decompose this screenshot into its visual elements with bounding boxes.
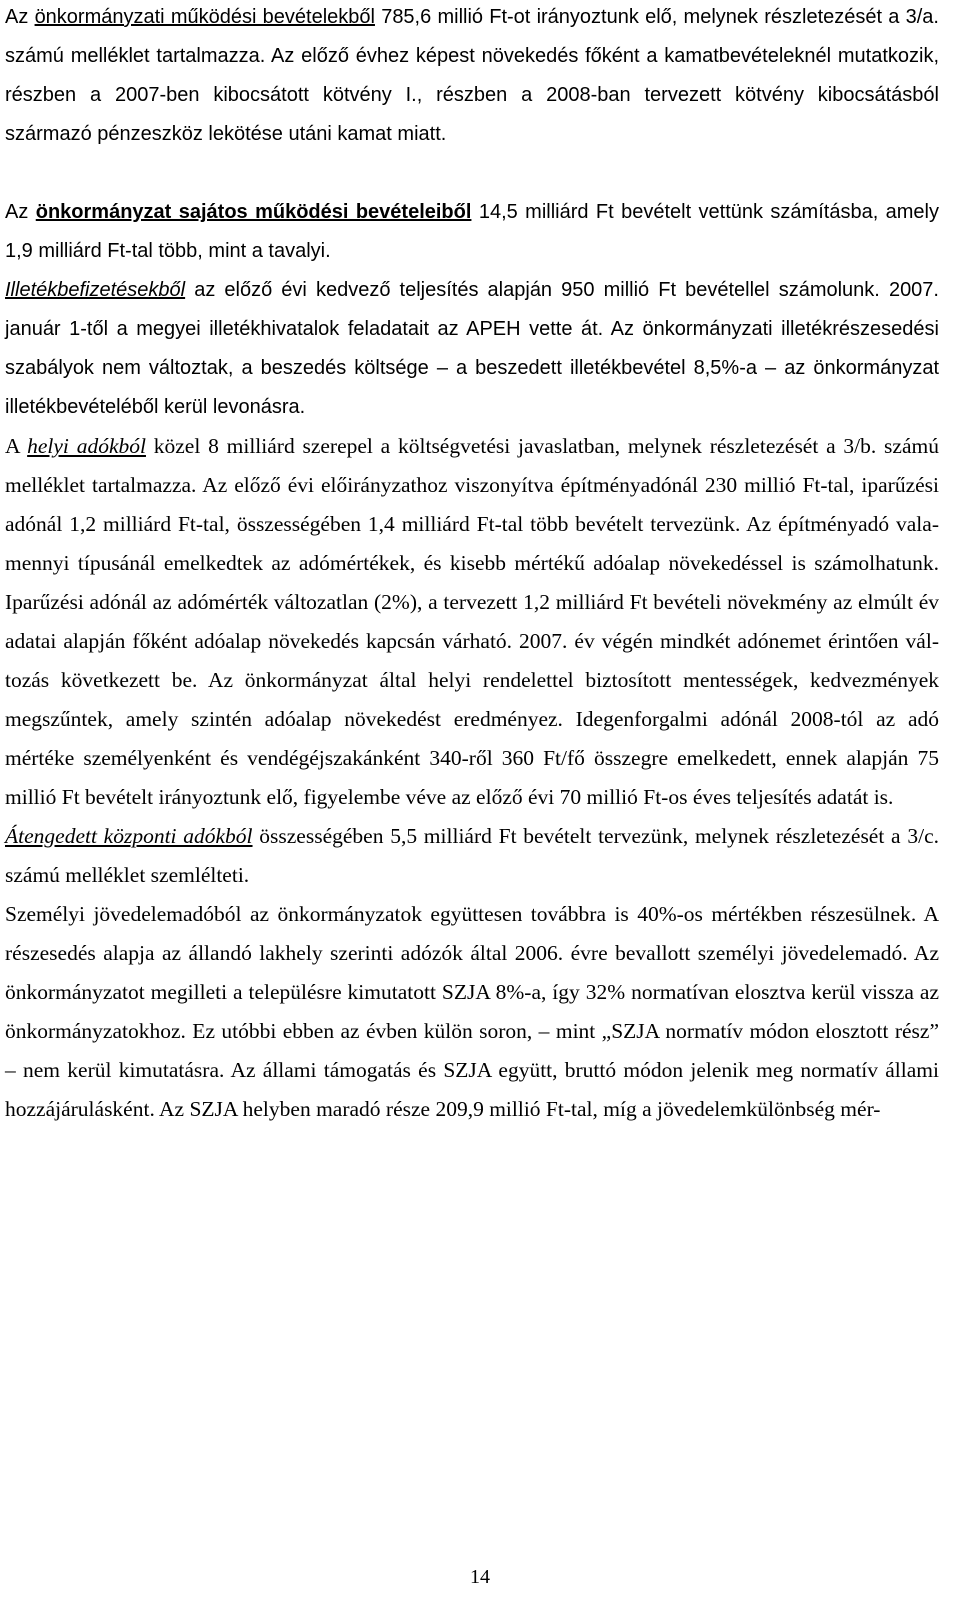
paragraph-duty-payments — [5, 271, 939, 427]
paragraph-gap — [5, 154, 939, 193]
paragraph-operating-revenue — [5, 0, 939, 154]
text-run: Az — [5, 201, 36, 223]
text-run: 785,6 millió Ft-ot irányoztunk elő, melynek részletezését a 3/a. számú melléklet tartalmazza. Az előző évhez képest növekedés főként a kamatbevételeknél mutatkozik, részben a 2007-ben kibocsátott kötvény I., részben a 2008-ban tervezett kötvény kibocsátásból származó pénzeszköz lekötése utáni kamat miatt. — [5, 6, 939, 145]
paragraph-transferred-central-taxes — [5, 817, 939, 895]
text-run: Az — [5, 6, 35, 28]
text-run: A — [5, 434, 28, 458]
term-transferred-central-taxes: Átengedett központi adókból — [5, 824, 253, 848]
paragraph-personal-income-tax — [5, 895, 939, 1129]
page-number: 14 — [470, 1566, 490, 1588]
text-run: az előző évi kedvező teljesítés alapján 950 millió Ft bevétellel számolunk. 2007. január 1-től a megyei illetékhivatalok feladatait az APEH vette át. Az önkormányzati illetékrészesedési szabályok nem változtak, a beszedés költsége – a beszedett illetékbevétel 8,5%-a – az önkormányzat illetékbevételéből kerül levonásra. — [5, 279, 939, 418]
term-specific-operating-revenue: önkormányzat sajátos működési bevételeiből — [35, 201, 472, 223]
text-run: 14,5 milliárd Ft bevételt vettünk számításba, amely 1,9 milliárd Ft-tal több, mint a tavalyi. — [5, 201, 940, 262]
term-duty-payments: Illetékbefizetésekből — [5, 279, 186, 301]
term-local-taxes: helyi adókból — [27, 434, 146, 458]
term-operating-revenue: önkormányzati működési bevételekből — [34, 6, 375, 28]
text-run: közel 8 milliárd szerepel a költségvetési javaslatban, melynek részletezését a 3/b. számú melléklet tartalmazza. Az előző évi előirányzathoz viszonyítva építményadónál 230 millió Ft-tal, iparűzési adónál 1,2 milliárd Ft-tal, összességében 1,4 milliárd Ft-tal több bevételt tervezünk. Az építményadó valamennyi típusánál emelkedtek az adómértékek, és kisebb mértékű adóalap növekedéssel is számolhatunk. Iparűzési adónál az adómérték változatlan (2%), a tervezett 1,2 milliárd Ft bevételi növekmény az elmúlt év adatai alapján főként adóalap növekedés kapcsán várható. 2007. év végén mindkét adónemet érintően változás következett be. Az önkormányzat által helyi rendelettel biztosított mentességek, kedvezmények megszűntek, amely szintén adóalap növekedést eredményez. Idegenforgalmi adónál 2008-tól az adó mértéke személyenként és vendégéjszakánként 340-ről 360 Ft/fő összegre emelkedett, ennek alapján 75 millió Ft bevételt irányoztunk elő, figyelembe véve az előző évi 70 millió Ft-os éves teljesítés adatát is. — [5, 434, 939, 809]
document-page — [5, 0, 939, 1129]
text-run: összességében 5,5 milliárd Ft bevételt tervezünk, melynek részletezését a 3/c. számú melléklet szemlélteti. — [5, 824, 939, 887]
text-run: Személyi jövedelemadóból az önkormányzatok együttesen továbbra is 40%-os mértékben részesülnek. A részesedés alapja az állandó lakhely szerinti adózók által 2006. évre bevallott személyi jövedelemadó. Az önkormányzatot megilleti a településre kimutatott SZJA 8%-a, így 32% normatívan elosztva kerül vissza az önkormányzatokhoz. Ez utóbbi ebben az évben külön soron, – mint „SZJA normatív módon elosztott rész” – nem kerül kimutatásra. Az állami támogatás és SZJA együtt, bruttó módon jelenik meg normatív állami hozzájárulásként. Az SZJA helyben maradó része 209,9 millió Ft-tal, míg a jövedelemkülönbség mér- — [5, 902, 939, 1121]
paragraph-local-taxes — [5, 427, 939, 817]
paragraph-specific-operating-revenue — [5, 193, 939, 271]
